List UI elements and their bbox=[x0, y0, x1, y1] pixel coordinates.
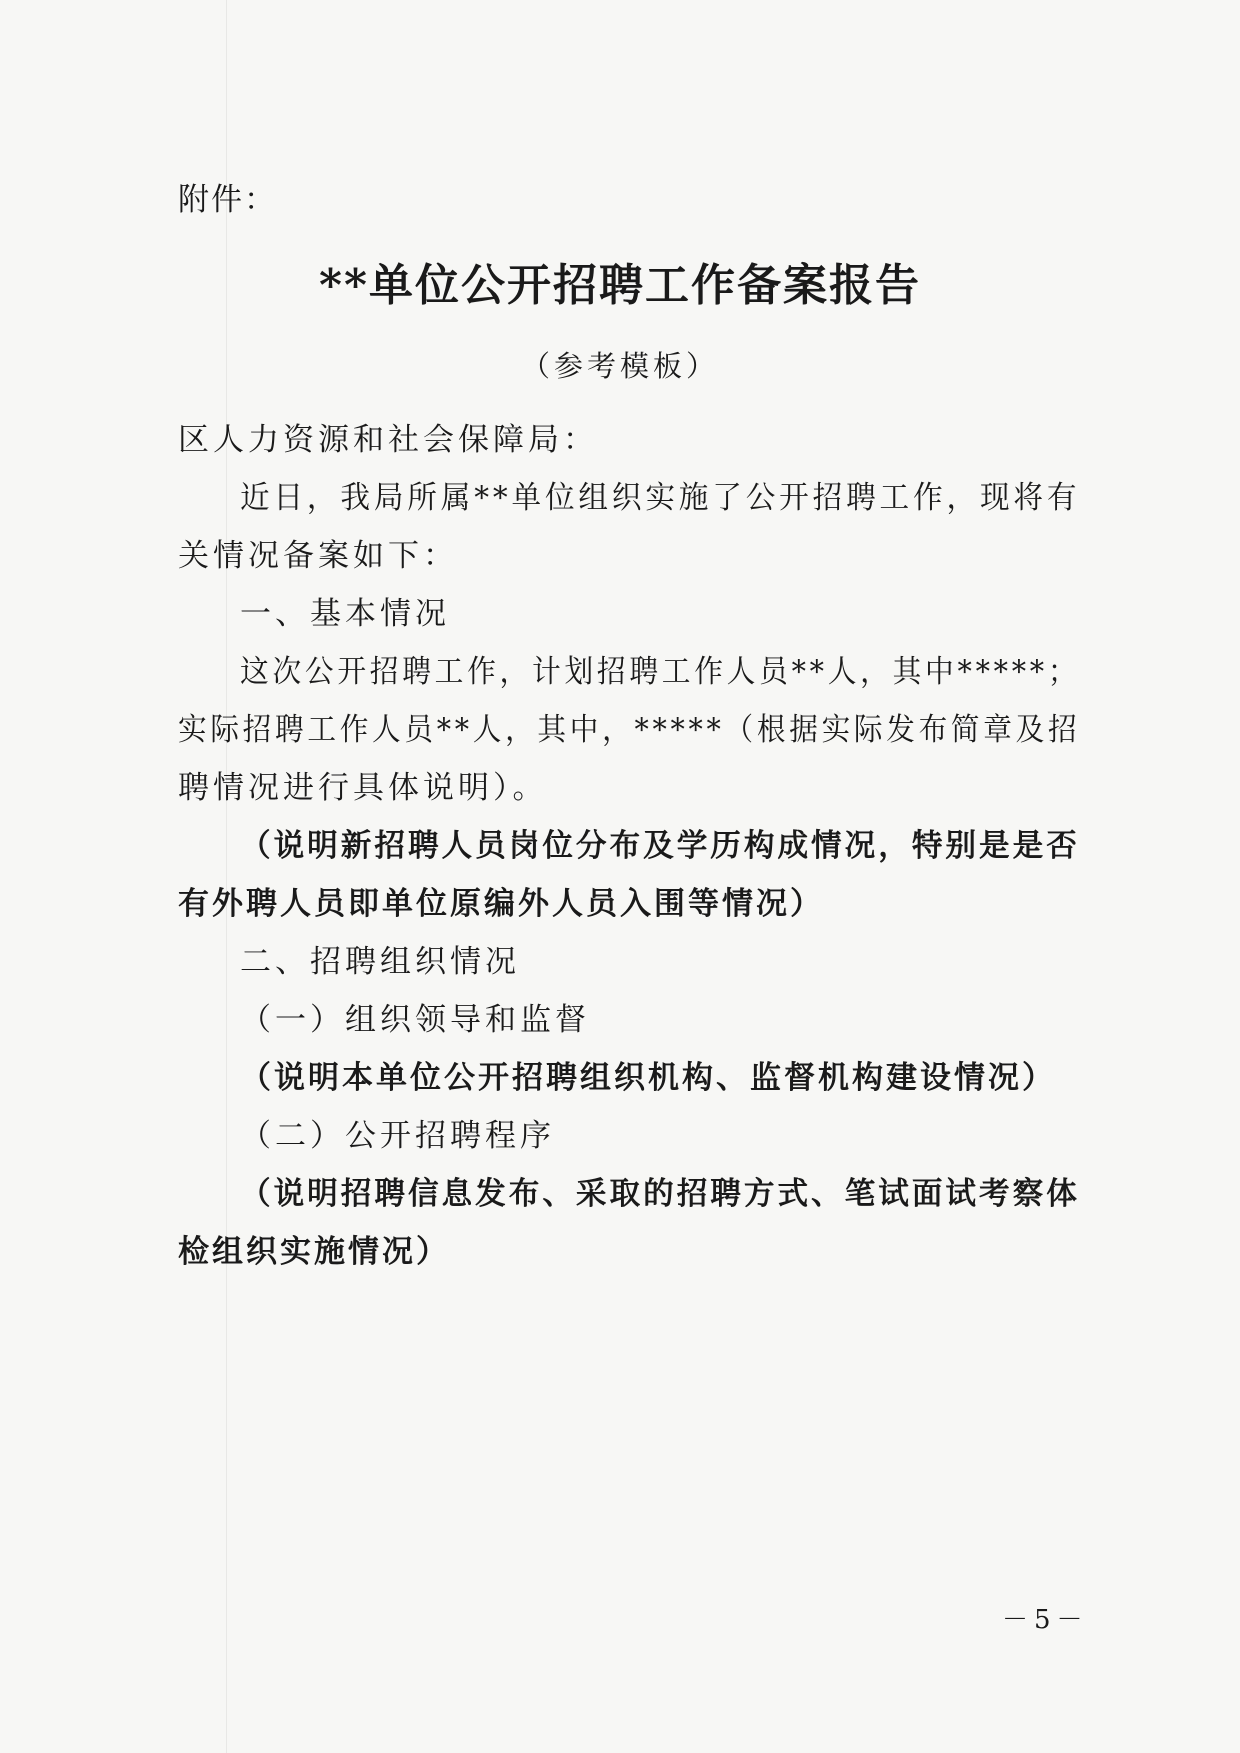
note-3-line-2: 检组织实施情况） bbox=[178, 1234, 450, 1270]
heading-basic-info: 一、基本情况 bbox=[240, 596, 450, 632]
note-1-line-2: 有外聘人员即单位原编外人员入围等情况） bbox=[178, 886, 824, 922]
heading-organization: 二、招聘组织情况 bbox=[240, 944, 520, 980]
note-3-line-1: （说明招聘信息发布、采取的招聘方式、笔试面试考察体 bbox=[240, 1176, 1080, 1212]
note-1-line-1: （说明新招聘人员岗位分布及学历构成情况，特别是是否 bbox=[240, 828, 1080, 864]
note-2: （说明本单位公开招聘组织机构、监督机构建设情况） bbox=[240, 1060, 1056, 1096]
page-number: －5－ bbox=[1002, 1605, 1089, 1635]
page-title: **单位公开招聘工作备案报告 bbox=[318, 260, 922, 311]
addressee: 区人力资源和社会保障局： bbox=[178, 422, 598, 458]
intro-line-2: 关情况备案如下： bbox=[178, 538, 458, 574]
intro-line-1: 近日，我局所属**单位组织实施了公开招聘工作，现将有 bbox=[240, 480, 1081, 516]
page-subtitle: （参考模板） bbox=[520, 349, 719, 383]
basic-line-1: 这次公开招聘工作，计划招聘工作人员**人，其中*****； bbox=[240, 654, 1081, 690]
basic-line-3: 聘情况进行具体说明）。 bbox=[178, 770, 548, 806]
attachment-label: 附件： bbox=[178, 182, 277, 218]
sub-heading-procedure: （二）公开招聘程序 bbox=[240, 1118, 555, 1154]
basic-line-2: 实际招聘工作人员**人，其中，*****（根据实际发布简章及招 bbox=[178, 712, 1081, 748]
sub-heading-leadership: （一）组织领导和监督 bbox=[240, 1002, 590, 1038]
